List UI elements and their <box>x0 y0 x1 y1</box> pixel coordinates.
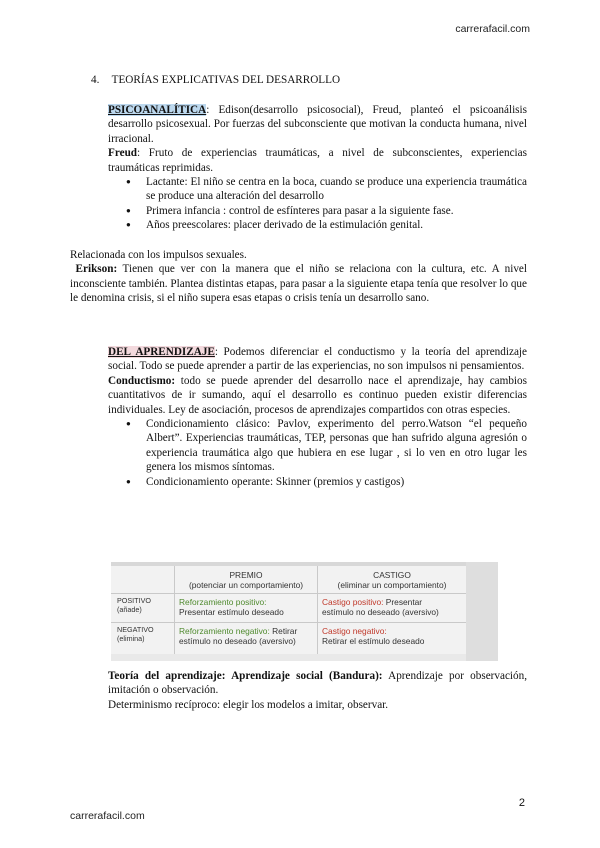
row-positivo-title: POSITIVO <box>117 596 151 605</box>
conductismo-text: todo se puede aprender del desarrollo nace el aprendizaje, hay cambios cuantitativos de ir sumando, aquí el desarrollo es continuo pueden existir diferencias individuales. Ley de asociación, procesos de aprendizajes compartidos con otras especies. <box>108 374 527 416</box>
row-positivo-sub: (añade) <box>117 604 142 614</box>
aprendizaje-intro <box>108 345 527 374</box>
cell-text: estímulo no deseado (aversivo) <box>179 636 296 646</box>
header-premio-title: PREMIO <box>229 570 263 580</box>
row-label-positivo <box>117 597 151 614</box>
table-divider <box>111 593 466 594</box>
psicoanalitica-block <box>108 103 527 233</box>
row-negativo-title: NEGATIVO <box>117 625 154 634</box>
heading-number: 4. <box>91 74 100 86</box>
condicionamiento-table <box>111 562 498 661</box>
determinismo-text: Determinismo recíproco: elegir los modelos a imitar, observar. <box>108 698 389 711</box>
heading-title: TEORÍAS EXPLICATIVAS DEL DESARROLLO <box>111 74 341 86</box>
aprendizaje-text: : Podemos diferenciar el conductismo y la teoría del aprendizaje social. Todo se puede aprender a partir de las experiencias, no son impulsos ni pensamientos. <box>108 346 527 373</box>
cell-text: estímulo no deseado (aversivo) <box>322 607 439 617</box>
cell-head: Reforzamiento positivo: <box>179 597 267 607</box>
list-item: ● Condicionamiento clásico: Pavlov, experimento del perro.Watson “el pequeño Albert”. Experiencias traumáticas, TEP, personas que han sufrido alguna agresión o experiencia traumática algo que hubiera en ese lugar , si lo ven en otro lugar les genera los mismos síntomas. <box>108 417 527 475</box>
header-castigo-title: CASTIGO <box>373 570 411 580</box>
cell-castigo-negativo <box>322 626 464 646</box>
list-item: ● Lactante: El niño se centra en la boca, cuando se produce una experiencia traumática se produce una alteración del desarrollo <box>108 175 527 204</box>
aprendizaje-social-block <box>108 669 527 712</box>
section-heading <box>91 73 340 87</box>
header-castigo-sub: (eliminar un comportamiento) <box>337 580 447 590</box>
table-divider <box>111 622 466 623</box>
header-premio <box>175 570 317 590</box>
cell-tail: Presentar <box>383 597 423 607</box>
list-item: ● Condicionamiento operante: Skinner (premios y castigos) <box>108 475 527 489</box>
psicoanalitica-intro <box>108 103 527 146</box>
row-negativo-sub: (elimina) <box>117 633 145 643</box>
bandura-text: Aprendizaje por observación, imitación o observación. <box>108 670 527 697</box>
erikson-block <box>70 248 527 306</box>
cell-castigo-positivo <box>322 597 464 617</box>
erikson-text: Tienen que ver con la manera que el niño se relaciona con la cultura, etc. A nivel inconsciente también. Plantea distintas etapas, para pasar a la siguiente etapa tenía que resolver lo que le denomina crisis, si el niño supera esas etapas o crisis tenía un desarrollo sano. <box>70 263 528 305</box>
table-body <box>111 566 466 654</box>
conductismo-label: Conductismo: <box>108 374 176 387</box>
freud-paragraph <box>108 146 527 175</box>
table-right-strip <box>466 562 498 661</box>
cell-reforzamiento-positivo <box>179 597 317 617</box>
freud-label: Freud <box>108 147 138 160</box>
cell-text: Retirar el estímulo deseado <box>322 636 425 646</box>
freud-text: : Fruto de experiencias traumáticas, a nivel de subconscientes, experiencias traumáticas reprimidas. <box>108 147 527 174</box>
psicoanalitica-label: PSICOANALÍTICA <box>108 104 207 116</box>
site-footer-url: carrerafacil.com <box>70 810 145 822</box>
relacionada-text: Relacionada con los impulsos sexuales. <box>70 249 247 261</box>
freud-bullets <box>108 175 527 233</box>
erikson-label: Erikson: <box>75 263 118 276</box>
cell-head: Castigo negativo: <box>322 626 387 636</box>
conductismo-bullets <box>108 417 527 489</box>
list-item: ● Años preescolares: placer derivado de la estimulación genital. <box>108 218 527 232</box>
row-label-negativo <box>117 626 154 643</box>
bandura-label: Teoría del aprendizaje: Aprendizaje social (Bandura): <box>108 670 383 682</box>
cell-head: Reforzamiento negativo: <box>179 626 270 636</box>
cell-head: Castigo positivo: <box>322 597 384 607</box>
bandura-paragraph <box>108 669 527 698</box>
header-premio-sub: (potenciar un comportamiento) <box>188 580 304 590</box>
erikson-paragraph <box>70 262 527 305</box>
cell-reforzamiento-negativo <box>179 626 317 646</box>
cell-tail: Retirar <box>269 626 298 636</box>
header-castigo <box>318 570 466 590</box>
site-header-url: carrerafacil.com <box>455 23 530 35</box>
conductismo-paragraph <box>108 374 527 417</box>
list-item: ● Primera infancia : control de esfínteres para pasar a la siguiente fase. <box>108 204 527 218</box>
page-number: 2 <box>518 797 525 809</box>
psicoanalitica-text: : Edison(desarrollo psicosocial), Freud, planteó el psicoanálisis desarrollo psicosexual. Por fuerzas del subconsciente que motivan la conducta humana, nivel irracional. <box>108 104 527 145</box>
aprendizaje-label: DEL APRENDIZAJE <box>108 346 215 358</box>
cell-text: Presentar estímulo deseado <box>179 607 284 617</box>
aprendizaje-block <box>108 345 527 489</box>
